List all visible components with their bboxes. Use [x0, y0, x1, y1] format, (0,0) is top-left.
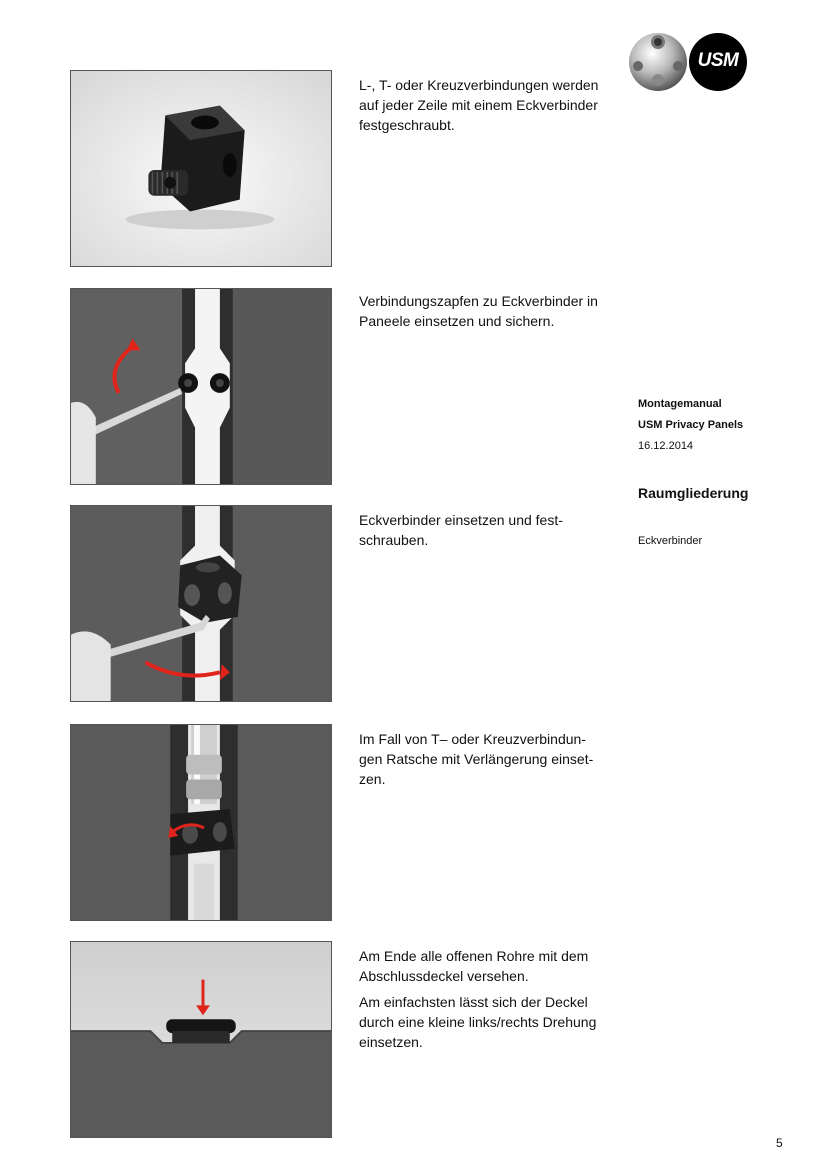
section-title: Raumgliederung: [638, 485, 749, 501]
page-number: 5: [776, 1136, 783, 1150]
usm-logo-text: USM: [697, 50, 739, 71]
doc-type: Montagemanual: [638, 398, 722, 410]
step-5-text: [359, 946, 609, 1058]
step-4-paragraph: Im Fall von T– oder Kreuzverbindun-gen Ratsche mit Verlängerung einset-zen.: [359, 731, 594, 787]
step-1-photo: [70, 70, 332, 267]
step-5-photo: [70, 941, 332, 1138]
step-2-paragraph: Verbindungszapfen zu Eckverbinder in Paneele einsetzen und sichern.: [359, 293, 598, 329]
step-2-photo: [70, 288, 332, 485]
step-1-text: [359, 75, 609, 141]
usm-logo: [628, 30, 748, 96]
step-3-text: [359, 510, 609, 556]
step-5-paragraph-1: Am Ende alle offenen Rohre mit dem Abschlussdeckel versehen.: [359, 948, 589, 984]
step-4-photo: [70, 724, 332, 921]
step-1-paragraph: L-, T- oder Kreuzverbindungen werden auf jeder Zeile mit einem Eckverbinder festgeschraubt.: [359, 77, 599, 133]
step-3-paragraph: Eckverbinder einsetzen und fest-schrauben.: [359, 512, 563, 548]
step-2-text: [359, 291, 609, 337]
doc-date: 16.12.2014: [638, 440, 694, 452]
step-5-paragraph-2: Am einfachsten lässt sich der Deckel durch eine kleine links/rechts Drehung einsetzen.: [359, 994, 597, 1050]
step-3-photo: [70, 505, 332, 702]
product-name: USM Privacy Panels: [638, 419, 744, 431]
step-4-text: [359, 729, 609, 795]
subsection-title: Eckverbinder: [638, 535, 703, 547]
